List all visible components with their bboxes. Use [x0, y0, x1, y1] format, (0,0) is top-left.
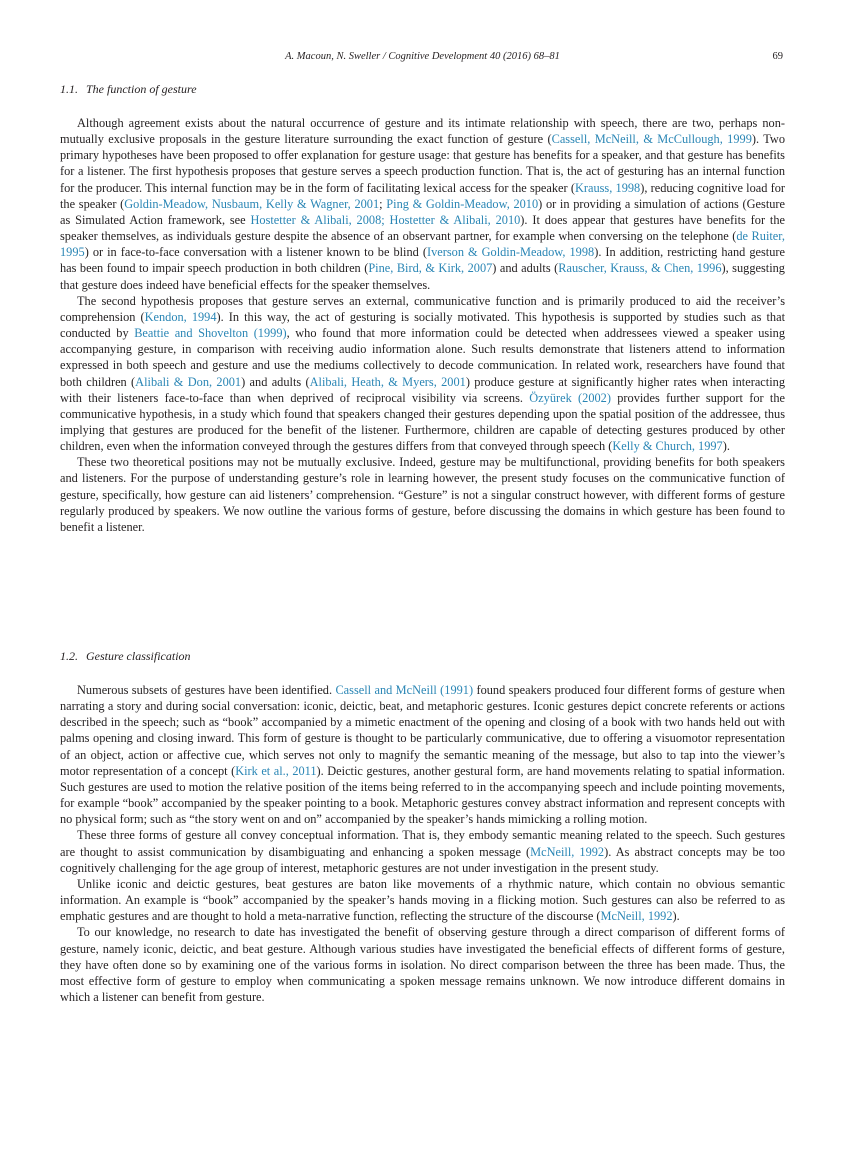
- section-title: The function of gesture: [86, 82, 197, 96]
- citation-link[interactable]: Kirk et al., 2011: [235, 763, 317, 778]
- citation-link[interactable]: Alibali, Heath, & Myers, 2001: [309, 374, 466, 389]
- section-number: 1.1.: [60, 82, 78, 96]
- citation-link[interactable]: McNeill, 1992: [600, 909, 673, 924]
- body-paragraph: Unlike iconic and deictic gestures, beat gestures are baton like movements of a rhythmic nature, which contain no obvious semantic information. An example is “book” accompanied by the speaker’s hands moving in a flicking motion. Such gestures can also be referred to as emphatic gestures and are thought to hold a meta-narrative function, reflecting the structure of the discourse (McNeill, 1992).: [60, 876, 785, 924]
- citation-link[interactable]: Beattie and Shovelton (1999): [134, 326, 287, 341]
- citation-link[interactable]: Krauss, 1998: [574, 180, 641, 195]
- running-header: [60, 51, 785, 67]
- citation-link[interactable]: Goldin-Meadow, Nusbaum, Kelly & Wagner, 2001: [124, 196, 380, 211]
- citation-link[interactable]: McNeill, 1992: [530, 844, 605, 859]
- body-paragraph: Numerous subsets of gestures have been identified. Cassell and McNeill (1991) found speakers produced four different forms of gesture when narrating a story and during social conversation: iconic, deictic, beat, and metaphoric gestures. Iconic gestures depict concrete referents or actions described in the speech; such as “book” accompanied by a mimetic enactment of the opening and closing of a book with two hands held out with palms opening and closing inward. This form of gesture is thought to be particularly communicative, due to offering a visuomotor representation of an object, action or affective cue, which serves not only to magnify the semantic meaning of the message, but also to tap into the viewer’s motor representation of a concept (Kirk et al., 2011). Deictic gestures, another gestural form, are hand movements relating to spatial information. Such gestures are used to motion the relative position of the items being referred to in the accompanying speech and include pointing movements, for example “book” accompanied by the speaker pointing to a book. Metaphoric gestures convey abstract information and represent concepts with no physical form; such as “the story went on and on” accompanied by the speaker’s hands mimicking a rolling motion.: [60, 683, 785, 827]
- page-number: 69: [772, 51, 783, 62]
- section-number: 1.2.: [60, 649, 78, 663]
- citation-link[interactable]: Cassell, McNeill, & McCullough, 1999: [551, 132, 752, 147]
- section-body: [60, 115, 785, 535]
- citation-link[interactable]: Alibali & Don, 2001: [135, 374, 242, 389]
- section-heading-gesture-classification: [60, 649, 191, 664]
- running-title: A. Macoun, N. Sweller / Cognitive Development 40 (2016) 68–81: [285, 51, 560, 62]
- citation-link[interactable]: Özyürek (2002): [529, 390, 611, 405]
- citation-link[interactable]: Pine, Bird, & Kirk, 2007: [368, 261, 493, 276]
- citation-link[interactable]: Iverson & Goldin-Meadow, 1998: [426, 245, 595, 260]
- body-paragraph: Although agreement exists about the natural occurrence of gesture and its intimate relationship with speech, there are two, perhaps non-mutually exclusive proposals in the gesture literature surrounding the exact function of gesture (Cassell, McNeill, & McCullough, 1999). Two primary hypotheses have been proposed to offer explanation for gesture usage: that gesture has benefits for a speaker, and that gesture has benefits for a listener. The first hypothesis proposes that gesture serves a speech production function. That is, the act of gesturing has an internal function for the producer. This internal function may be in the form of facilitating lexical access for the speaker (Krauss, 1998), reducing cognitive load for the speaker (Goldin-Meadow, Nusbaum, Kelly & Wagner, 2001; Ping & Goldin-Meadow, 2010) or in providing a simulation of actions (Gesture as Simulated Action framework, see Hostetter & Alibali, 2008; Hostetter & Alibali, 2010). It does appear that gestures have benefits for the speaker themselves, as individuals gesture despite the absence of an observant partner, for example when conversing on the telephone (de Ruiter, 1995) or in face-to-face conversation with a listener known to be blind (Iverson & Goldin-Meadow, 1998). In addition, restricting hand gesture has been found to impair speech production in both children (Pine, Bird, & Kirk, 2007) and adults (Rauscher, Krauss, & Chen, 1996), suggesting that gesture does indeed have beneficial effects for the speaker themselves.: [60, 116, 786, 292]
- body-paragraph: The second hypothesis proposes that gesture serves an external, communicative function and is primarily produced to aid the receiver’s comprehension (Kendon, 1994). In this way, the act of gesturing is socially motivated. This hypothesis is supported by studies such as that conducted by Beattie and Shovelton (1999), who found that more information could be detected when addressees viewed a speaker using accompanying gesture, in comparison with receiving audio information alone. Such results demonstrate that listeners attend to information expressed in both speech and gesture and use the mediums collectively to decode communication. In related work, researchers have found that both children (Alibali & Don, 2001) and adults (Alibali, Heath, & Myers, 2001) produce gesture at significantly higher rates when interacting with their listeners face-to-face than when deprived of reciprocal visibility via screens. Özyürek (2002) provides further support for the communicative hypothesis, in a study which found that speakers changed their gestures depending upon the spatial position of the addressee, thus implying that gestures are produced for the benefit of the listener. Furthermore, children are capable of detecting gestures produced by other children, even when the information conveyed through the gestures differs from that conveyed through speech (Kelly & Church, 1997).: [60, 293, 786, 454]
- citation-link[interactable]: Cassell and McNeill (1991): [335, 683, 474, 697]
- section-heading-function-of-gesture: [60, 82, 197, 97]
- citation-link[interactable]: de Ruiter, 1995: [60, 229, 785, 260]
- citation-link[interactable]: Kendon, 1994: [144, 309, 217, 324]
- citation-link[interactable]: Kelly & Church, 1997: [612, 439, 723, 454]
- body-paragraph: These two theoretical positions may not be mutually exclusive. Indeed, gesture may be multifunctional, providing benefits for both speakers and listeners. For the purpose of understanding gesture’s role in learning however, the present study focuses on the communicative function of gesture, specifically, how gesture can aid listeners’ comprehension. “Gesture” is not a singular construct however, with different forms of gesture regularly produced by speakers. We now outline the various forms of gesture, before discussing the domains in which gesture has been found to benefit a listener.: [60, 455, 785, 534]
- body-paragraph: These three forms of gesture all convey conceptual information. That is, they embody semantic meaning related to the speech. Such gestures are thought to assist communication by disambiguating and enhancing a spoken message (McNeill, 1992). As abstract concepts may be too cognitively challenging for the age group of interest, metaphoric gestures are not under investigation in the present study.: [60, 828, 785, 875]
- citation-link[interactable]: Ping & Goldin-Meadow, 2010: [386, 196, 539, 211]
- section-title: Gesture classification: [86, 649, 191, 663]
- citation-link[interactable]: Rauscher, Krauss, & Chen, 1996: [558, 261, 722, 276]
- body-paragraph: To our knowledge, no research to date has investigated the benefit of observing gesture through a direct comparison of different forms of gesture, namely iconic, deictic, and beat gesture. Although various studies have investigated the beneficial effects of different forms of gesture, they have often done so by examining one of the various forms in isolation. No direct comparison between the three has been made. Thus, the most effective form of gesture to employ when communicating a spoken message remains unknown. We now introduce different domains in which a listener can benefit from gesture.: [60, 925, 785, 1004]
- section-body: [60, 682, 785, 1005]
- citation-link[interactable]: Hostetter & Alibali, 2008; Hostetter & Alibali, 2010: [250, 212, 521, 227]
